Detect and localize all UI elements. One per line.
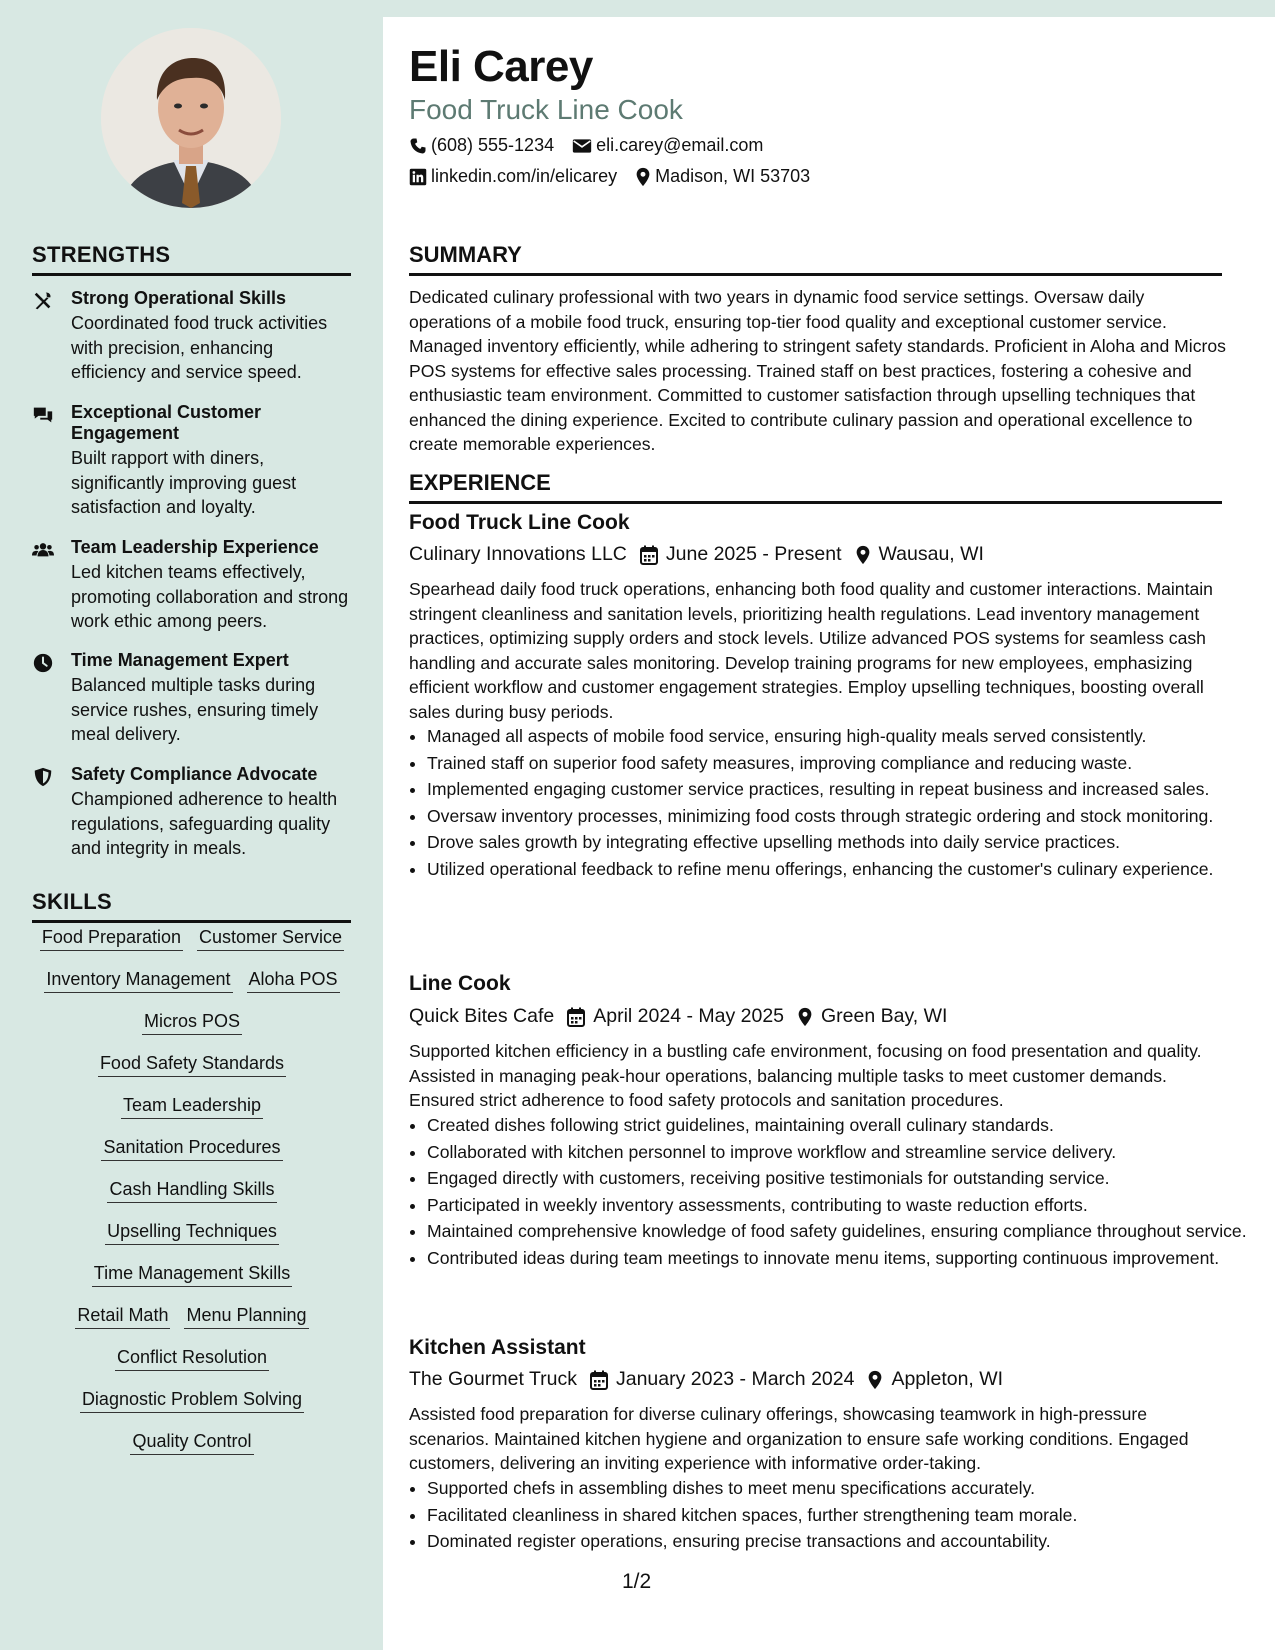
map-pin-icon [855, 545, 871, 565]
job-dates-group [590, 1368, 854, 1391]
strength-desc: Led kitchen teams effectively, promoting collaboration and strong work ethic among peers. [71, 562, 349, 631]
list-item: • Participated in weekly inventory assessments, contributing to waste reduction efforts. [427, 1193, 1247, 1218]
map-pin-icon [635, 167, 651, 187]
skill-tag: Food Preparation [40, 926, 183, 951]
job-location-group [855, 543, 984, 566]
avatar-portrait-icon [101, 28, 281, 208]
skill-tag: Quality Control [130, 1430, 253, 1455]
contact-row [409, 166, 828, 187]
list-item: • Drove sales growth by integrating effective upselling methods into daily service practices. [427, 830, 1247, 855]
job-dates-group [640, 543, 842, 566]
summary-heading: SUMMARY [409, 242, 1222, 276]
job-location: Green Bay, WI [821, 1005, 948, 1027]
job-description: Spearhead daily food truck operations, enhancing both food quality and customer interactions. Maintain stringent cleanliness and sanitation levels, prioritizing health regulations. Lead inventory management practices, optimizing supply orders and stock levels. Utilize advanced POS systems for seamless cash handling and accurate sales monitoring. Develop training programs for new employees, emphasizing efficient workflow and customer engagement strategies. Employ upselling techniques, boosting overall sales during busy periods. [409, 579, 1213, 722]
job-company: Quick Bites Cafe [409, 1005, 555, 1027]
candidate-name: Eli Carey [409, 42, 593, 91]
skill-tag: Micros POS [142, 1010, 242, 1035]
strength-item [32, 764, 352, 861]
users-icon [32, 539, 54, 561]
contact-location [635, 166, 810, 187]
location-text: Madison, WI 53703 [655, 166, 811, 186]
map-pin-icon [867, 1370, 883, 1390]
job-meta [409, 1368, 1003, 1391]
summary-text: Dedicated culinary professional with two years in dynamic food service settings. Oversaw daily operations of a mobile food truck, ensuring top-tier food quality and exceptional customer service. Managed inventory efficiently, while adhering to stringent safety standards. Proficient in Aloha and Micros POS systems for effective sales processing. Trained staff on best practices, fostering a cohesive and enthusiastic team environment. Committed to customer satisfaction through upselling techniques that enhanced the dining experience. Excited to contribute culinary passion and operational excellence to create memorable experiences. [409, 287, 1226, 454]
strength-title: Exceptional Customer Engagement [71, 402, 262, 443]
page-number: 1/2 [622, 1570, 652, 1593]
list-item: • Oversaw inventory processes, minimizing food costs through strategic ordering and stock monitoring. [427, 804, 1247, 829]
skill-tag: Conflict Resolution [115, 1346, 269, 1371]
calendar-icon [567, 1007, 585, 1027]
main-content [383, 17, 1275, 1650]
skills-list [26, 926, 358, 1455]
list-item: • Trained staff on superior food safety measures, improving compliance and reducing waste. [427, 751, 1247, 776]
strength-title: Strong Operational Skills [71, 288, 287, 308]
job-title: Line Cook [409, 972, 511, 995]
skill-tag: Menu Planning [184, 1304, 308, 1329]
list-item: • Facilitated cleanliness in shared kitchen spaces, further strengthening team morale. [427, 1503, 1247, 1528]
envelope-icon [572, 138, 592, 154]
shield-icon [32, 766, 54, 788]
skill-tag: Food Safety Standards [98, 1052, 286, 1077]
list-item: • Created dishes following strict guidelines, maintaining overall culinary standards. [427, 1113, 1247, 1138]
experience-heading: EXPERIENCE [409, 470, 1222, 504]
phone-icon [409, 137, 427, 155]
contact-row [409, 135, 781, 156]
job-bullets [409, 1113, 1247, 1272]
calendar-icon [590, 1370, 608, 1390]
contact-email[interactable] [572, 135, 763, 156]
job-dates-group [567, 1005, 784, 1028]
list-item: • Supported chefs in assembling dishes to meet menu specifications accurately. [427, 1476, 1247, 1501]
strength-desc: Balanced multiple tasks during service rushes, ensuring timely meal delivery. [71, 675, 319, 744]
linkedin-text[interactable]: linkedin.com/in/elicarey [431, 166, 618, 186]
skill-tag: Team Leadership [121, 1094, 263, 1119]
skill-tag: Time Management Skills [92, 1262, 292, 1287]
strength-desc: Coordinated food truck activities with precision, enhancing efficiency and service speed. [71, 313, 328, 382]
job-bullets [409, 1476, 1247, 1556]
list-item: • Implemented engaging customer service practices, resulting in repeat business and increased sales. [427, 777, 1247, 802]
job-location-group [867, 1368, 1003, 1391]
job-dates: April 2024 - May 2025 [593, 1005, 785, 1027]
strength-desc: Championed adherence to health regulations, safeguarding quality and integrity in meals. [71, 789, 338, 858]
job-dates: January 2023 - March 2024 [615, 1368, 855, 1390]
job-location-group [797, 1005, 947, 1028]
job-title: Kitchen Assistant [409, 1336, 586, 1359]
clock-icon [32, 652, 54, 674]
list-item: • Engaged directly with customers, receiving positive testimonials for outstanding service. [427, 1166, 1247, 1191]
job-company: The Gourmet Truck [409, 1368, 577, 1390]
sidebar [0, 0, 383, 1650]
strength-item [32, 288, 352, 385]
contact-phone [409, 135, 554, 156]
job-bullets [409, 724, 1247, 883]
job-location: Appleton, WI [891, 1368, 1004, 1390]
map-pin-icon [797, 1007, 813, 1027]
email-text[interactable]: eli.carey@email.com [596, 135, 764, 155]
calendar-icon [640, 545, 658, 565]
skill-tag: Sanitation Procedures [101, 1136, 282, 1161]
strength-item [32, 402, 352, 520]
chat-icon [32, 404, 54, 426]
list-item: • Maintained comprehensive knowledge of food safety guidelines, ensuring compliance throughout service. [427, 1219, 1247, 1244]
list-item: • Collaborated with kitchen personnel to improve workflow and streamline service delivery. [427, 1140, 1247, 1165]
strength-desc: Built rapport with diners, significantly improving guest satisfaction and loyalty. [71, 448, 297, 517]
strength-title: Team Leadership Experience [71, 537, 319, 557]
job-title: Food Truck Line Cook [409, 511, 630, 534]
job-description: Supported kitchen efficiency in a bustling cafe environment, focusing on food presentation and quality. Assisted in managing peak-hour operations, balancing multiple tasks to meet customer demands. Ensured strict adherence to food safety protocols and sanitation procedures. [409, 1041, 1202, 1110]
avatar [101, 28, 281, 208]
list-item: • Utilized operational feedback to refine menu offerings, enhancing the customer's culinary experience. [427, 857, 1247, 882]
strength-item [32, 650, 352, 747]
skill-tag: Cash Handling Skills [107, 1178, 276, 1203]
skill-tag: Retail Math [75, 1304, 170, 1329]
strength-title: Safety Compliance Advocate [71, 764, 318, 784]
phone-text: (608) 555-1234 [431, 135, 555, 155]
strength-title: Time Management Expert [71, 650, 289, 670]
skill-tag: Upselling Techniques [105, 1220, 279, 1245]
job-meta [409, 543, 984, 566]
contact-linkedin[interactable] [409, 166, 617, 187]
list-item: • Contributed ideas during team meetings to innovate menu items, supporting continuous improvement. [427, 1246, 1247, 1271]
list-item: • Dominated register operations, ensuring precise transactions and accountability. [427, 1529, 1247, 1554]
strength-item [32, 537, 352, 634]
skills-heading: SKILLS [32, 889, 351, 923]
skill-tag: Customer Service [197, 926, 344, 951]
job-description: Assisted food preparation for diverse culinary offerings, showcasing teamwork in high-pressure scenarios. Maintained kitchen hygiene and organization to ensure safe working conditions. Engaged customers, delivering an inviting experience with informative order-taking. [409, 1404, 1189, 1473]
list-item: • Managed all aspects of mobile food service, ensuring high-quality meals served consistently. [427, 724, 1247, 749]
job-meta [409, 1005, 947, 1028]
job-company: Culinary Innovations LLC [409, 543, 627, 565]
strengths-heading: STRENGTHS [32, 242, 351, 276]
linkedin-icon [409, 168, 427, 186]
job-location: Wausau, WI [878, 543, 984, 565]
skill-tag: Aloha POS [247, 968, 340, 993]
candidate-role: Food Truck Line Cook [409, 94, 683, 125]
skill-tag: Diagnostic Problem Solving [80, 1388, 304, 1413]
skill-tag: Inventory Management [44, 968, 232, 993]
tools-icon [32, 290, 54, 312]
job-dates: June 2025 - Present [665, 543, 842, 565]
